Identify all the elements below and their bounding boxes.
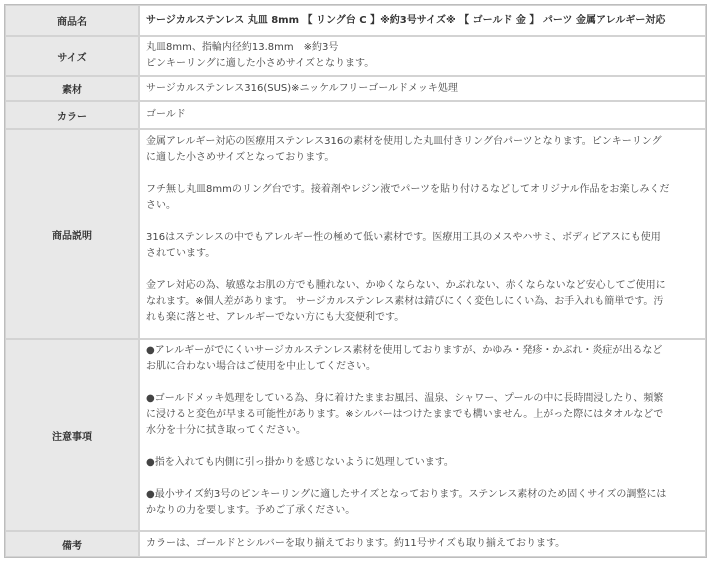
description-paragraph xyxy=(146,182,699,214)
notes-line: かなりの力を要します。予めご了承ください。 xyxy=(146,505,356,516)
row-product-name xyxy=(5,5,706,36)
value-material: サージカルステンレス316(SUS)※ニッケルフリーゴールドメッキ処理 xyxy=(139,76,706,101)
value-size xyxy=(139,36,706,76)
description-line: なれます。※個人差があります。 サージカルステンレス素材は錆びにくく変色しにくい為、お手入れも簡単です。汚 xyxy=(146,296,664,307)
label-description: 商品説明 xyxy=(5,129,139,339)
description-line: フチ無し丸皿8mmのリング台です。接着剤やレジン液でパーツを貼り付けるなどしてオリジナル作品をお楽しみくだ xyxy=(146,184,670,195)
description-line: 金アレ対応の為、敏感なお肌の方でも腫れない、かゆくならない、かぶれない、赤くならないなど安心してご使用に xyxy=(146,280,666,291)
notes-paragraph xyxy=(146,343,699,375)
notes-line: に浸けると変色が早まる可能性があります。※シルバーはつけたままでも構いません。上がった際にはタオルなどで xyxy=(146,409,664,420)
description-line: に適した小さめサイズとなっております。 xyxy=(146,152,335,163)
description-line: 316はステンレスの中でもアレルギー性の極めて低い素材です。医療用工具のメスやハサミ、ボディピアスにも使用 xyxy=(146,232,661,243)
description-line: 金属アレルギー対応の医療用ステンレス316の素材を使用した丸皿付きリング台パーツとなります。ピンキーリング xyxy=(146,136,662,147)
description-paragraph xyxy=(146,278,699,326)
row-color xyxy=(5,101,706,129)
description-paragraph xyxy=(146,134,699,166)
row-remarks xyxy=(5,531,706,557)
label-material: 素材 xyxy=(5,76,139,101)
size-line: ピンキーリングに適した小さめサイズとなります。 xyxy=(146,58,375,69)
notes-paragraph xyxy=(146,487,699,519)
row-description xyxy=(5,129,706,339)
product-spec-table xyxy=(4,4,707,558)
description-line: れも楽に落とせ、アレルギーでない方にも大変便利です。 xyxy=(146,312,405,323)
description-line: されています。 xyxy=(146,248,216,259)
notes-line: ●最小サイズ約3号のピンキーリングに適したサイズとなっております。ステンレス素材のため固くサイズの調整には xyxy=(146,489,667,500)
value-color: ゴールド xyxy=(139,101,706,129)
description-paragraph xyxy=(146,230,699,262)
label-product-name: 商品名 xyxy=(5,5,139,36)
label-notes: 注意事項 xyxy=(5,339,139,531)
value-remarks: カラーは、ゴールドとシルバーを取り揃えております。約11号サイズも取り揃えております。 xyxy=(139,531,706,557)
value-description xyxy=(139,129,706,339)
notes-line: ●指を入れても内側に引っ掛かりを感じないように処理しています。 xyxy=(146,457,454,468)
notes-line: ●ゴールドメッキ処理をしている為、身に着けたままお風呂、温泉、シャワー、プールの中に長時間浸したり、頻繁 xyxy=(146,393,664,404)
description-line: さい。 xyxy=(146,200,176,211)
notes-line: ●アレルギーがでにくいサージカルステンレス素材を使用しておりますが、かゆみ・発疹・かぶれ・炎症が出るなど xyxy=(146,345,663,356)
notes-line: 水分を十分に拭き取ってください。 xyxy=(146,425,306,436)
value-notes xyxy=(139,339,706,531)
row-notes xyxy=(5,339,706,531)
row-material xyxy=(5,76,706,101)
label-remarks: 備考 xyxy=(5,531,139,557)
label-color: カラー xyxy=(5,101,139,129)
notes-paragraph xyxy=(146,391,699,439)
size-line: 丸皿8mm、指輪内径約13.8mm ※約3号 xyxy=(146,42,339,53)
row-size xyxy=(5,36,706,76)
notes-line: お肌に合わない場合はご使用を中止してください。 xyxy=(146,361,376,372)
label-size: サイズ xyxy=(5,36,139,76)
value-product-name: サージカルステンレス 丸皿 8mm 【 リング台 C 】※約3号サイズ※ 【 ゴールド 金 】 パーツ 金属アレルギー対応 xyxy=(139,5,706,36)
notes-paragraph xyxy=(146,455,699,471)
